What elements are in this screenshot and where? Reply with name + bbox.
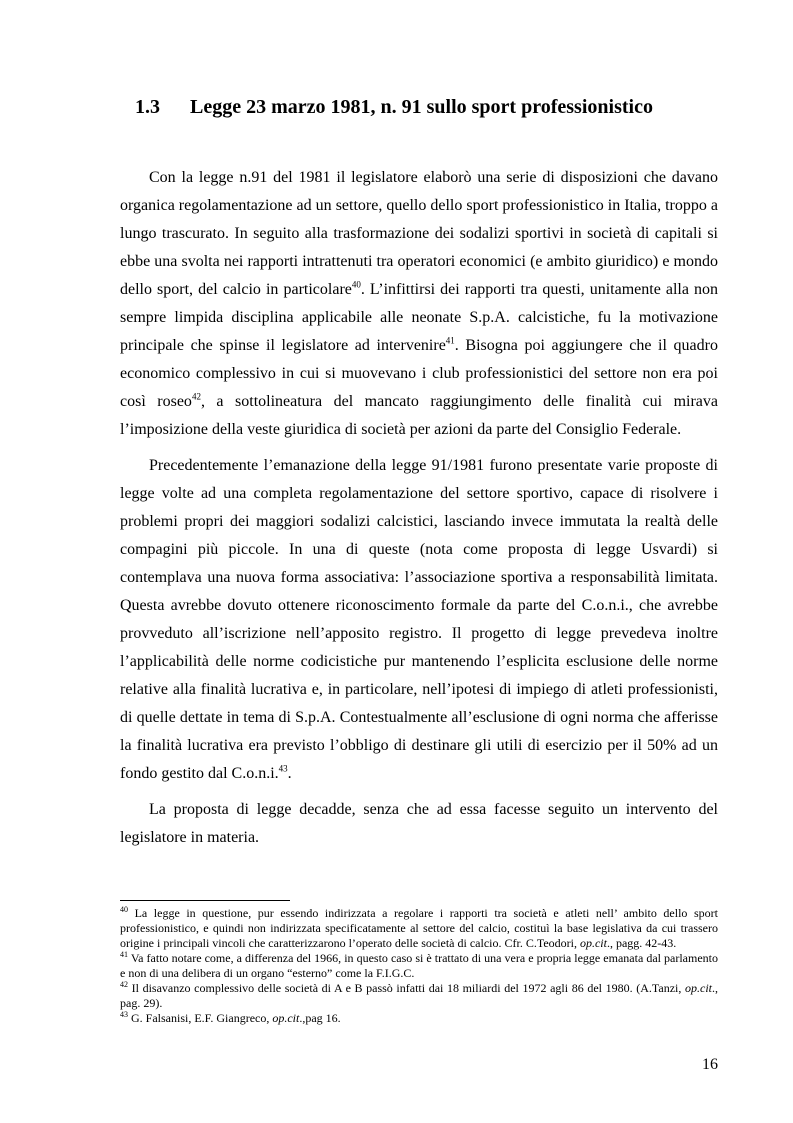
footnote-text: G. Falsanisi, E.F. Giangreco, bbox=[128, 1011, 273, 1025]
footnote-ref[interactable]: 42 bbox=[191, 391, 201, 402]
footnotes bbox=[120, 906, 718, 1026]
paragraph-text: Con la legge n.91 del 1981 il legislatore elaborò una serie di disposizioni che davano organica regolamentazione ad un settore, quello dello sport professionistico in Italia, troppo a lungo trascurato. In seguito alla trasformazione dei sodalizi sportivi in società di capitali si ebbe una svolta nei rapporti intrattenuti tra operatori economici (e ambito giuridico) e mondo dello sport, del calcio in particolare bbox=[120, 169, 718, 298]
footnote-41 bbox=[120, 951, 718, 981]
footnote-number: 42 bbox=[120, 980, 128, 989]
paragraph-text: La proposta di legge decadde, senza che ad essa facesse seguito un intervento del legislatore in materia. bbox=[120, 801, 718, 846]
footnote-separator bbox=[120, 900, 290, 901]
paragraph-text: . bbox=[287, 765, 292, 782]
footnote-text: ., pag. 29). bbox=[120, 981, 718, 1010]
footnote-number: 40 bbox=[120, 905, 128, 914]
footnote-text: .,pag 16. bbox=[299, 1011, 341, 1025]
footnote-text: La legge in questione, pur essendo indirizzata a regolare i rapporti tra società e atleti nell’ ambito dello sport professionistico, e quindi non indirizzata specificatamente al settore del calcio, costituì la base legislativa da cui trassero origine i principali vincoli che caratterizzarono l’operato delle società di calcio. Cfr. C.Teodori, bbox=[120, 906, 718, 950]
footnote-ref[interactable]: 40 bbox=[351, 279, 361, 290]
paragraph-text: . Bisogna poi aggiungere che il quadro economico complessivo in cui si muovevano i club professionistici del settore non era poi così roseo bbox=[120, 337, 718, 410]
paragraph-text: . L’infittirsi dei rapporti tra questi, unitamente alla non sempre limpida disciplina applicabile alle neonate S.p.A. calcistiche, fu la motivazione principale che spinse il legislatore ad intervenire bbox=[120, 281, 719, 354]
footnote-ref[interactable]: 41 bbox=[445, 335, 455, 346]
paragraph-2 bbox=[120, 452, 718, 788]
footnote-text: Il disavanzo complessivo delle società di A e B passò infatti dai 18 miliardi del 1972 agli 86 del 1980. (A.Tanzi, bbox=[128, 981, 685, 995]
footnote-43 bbox=[120, 1011, 718, 1026]
body-text bbox=[120, 164, 718, 860]
footnote-number: 43 bbox=[120, 1010, 128, 1019]
paragraph-text: , a sottolineatura del mancato raggiungimento delle finalità cui mirava l’imposizione della veste giuridica di società per azioni da parte del Consiglio Federale. bbox=[120, 393, 718, 438]
page-number: 16 bbox=[702, 1056, 718, 1073]
section-heading bbox=[135, 96, 735, 119]
section-number: 1.3 bbox=[135, 96, 160, 118]
paragraph-text: Precedentemente l’emanazione della legge 91/1981 furono presentate varie proposte di legge volte ad una completa regolamentazione del settore sportivo, capace di risolvere i problemi propri dei maggiori sodalizi calcistici, lasciando invece immutata la realtà delle compagini più piccole. In una di queste (nota come proposta di legge Usvardi) si contemplava una nuova forma associativa: l’associazione sportiva a responsabilità limitata. Questa avrebbe dovuto ottenere riconoscimento formale da parte del C.o.n.i., che avrebbe provveduto all’iscrizione nell’apposito registro. Il progetto di legge prevedeva inoltre l’applicabilità delle norme codicistiche pur mantenendo l’esplicita esclusione delle norme relative alla finalità lucrativa e, in particolare, nell’ipotesi di impiego di atleti professionisti, di quelle dettate in tema di S.p.A. Contestualmente all’esclusione di ogni norma che afferisse la finalità lucrativa era previsto l’obbligo di destinare gli utili di esercizio per il 50% ad un fondo gestito dal C.o.n.i. bbox=[120, 457, 718, 782]
footnote-ref[interactable]: 43 bbox=[278, 763, 288, 774]
footnote-40 bbox=[120, 906, 718, 951]
footnote-citation: op.cit bbox=[272, 1011, 300, 1025]
footnote-number: 41 bbox=[120, 950, 128, 959]
footnote-text: ., pagg. 42-43. bbox=[606, 936, 677, 950]
paragraph-1 bbox=[120, 164, 718, 444]
footnote-citation: op.cit bbox=[579, 936, 607, 950]
paragraph-3 bbox=[120, 796, 718, 852]
footnote-42 bbox=[120, 981, 718, 1011]
footnote-citation: op.cit bbox=[685, 981, 712, 995]
section-title: Legge 23 marzo 1981, n. 91 sullo sport professionistico bbox=[190, 96, 653, 118]
footnote-text: Va fatto notare come, a differenza del 1966, in questo caso si è trattato di una vera e propria legge emanata dal parlamento e non di una delibera di un organo “esterno” come la F.I.G.C. bbox=[120, 951, 718, 980]
